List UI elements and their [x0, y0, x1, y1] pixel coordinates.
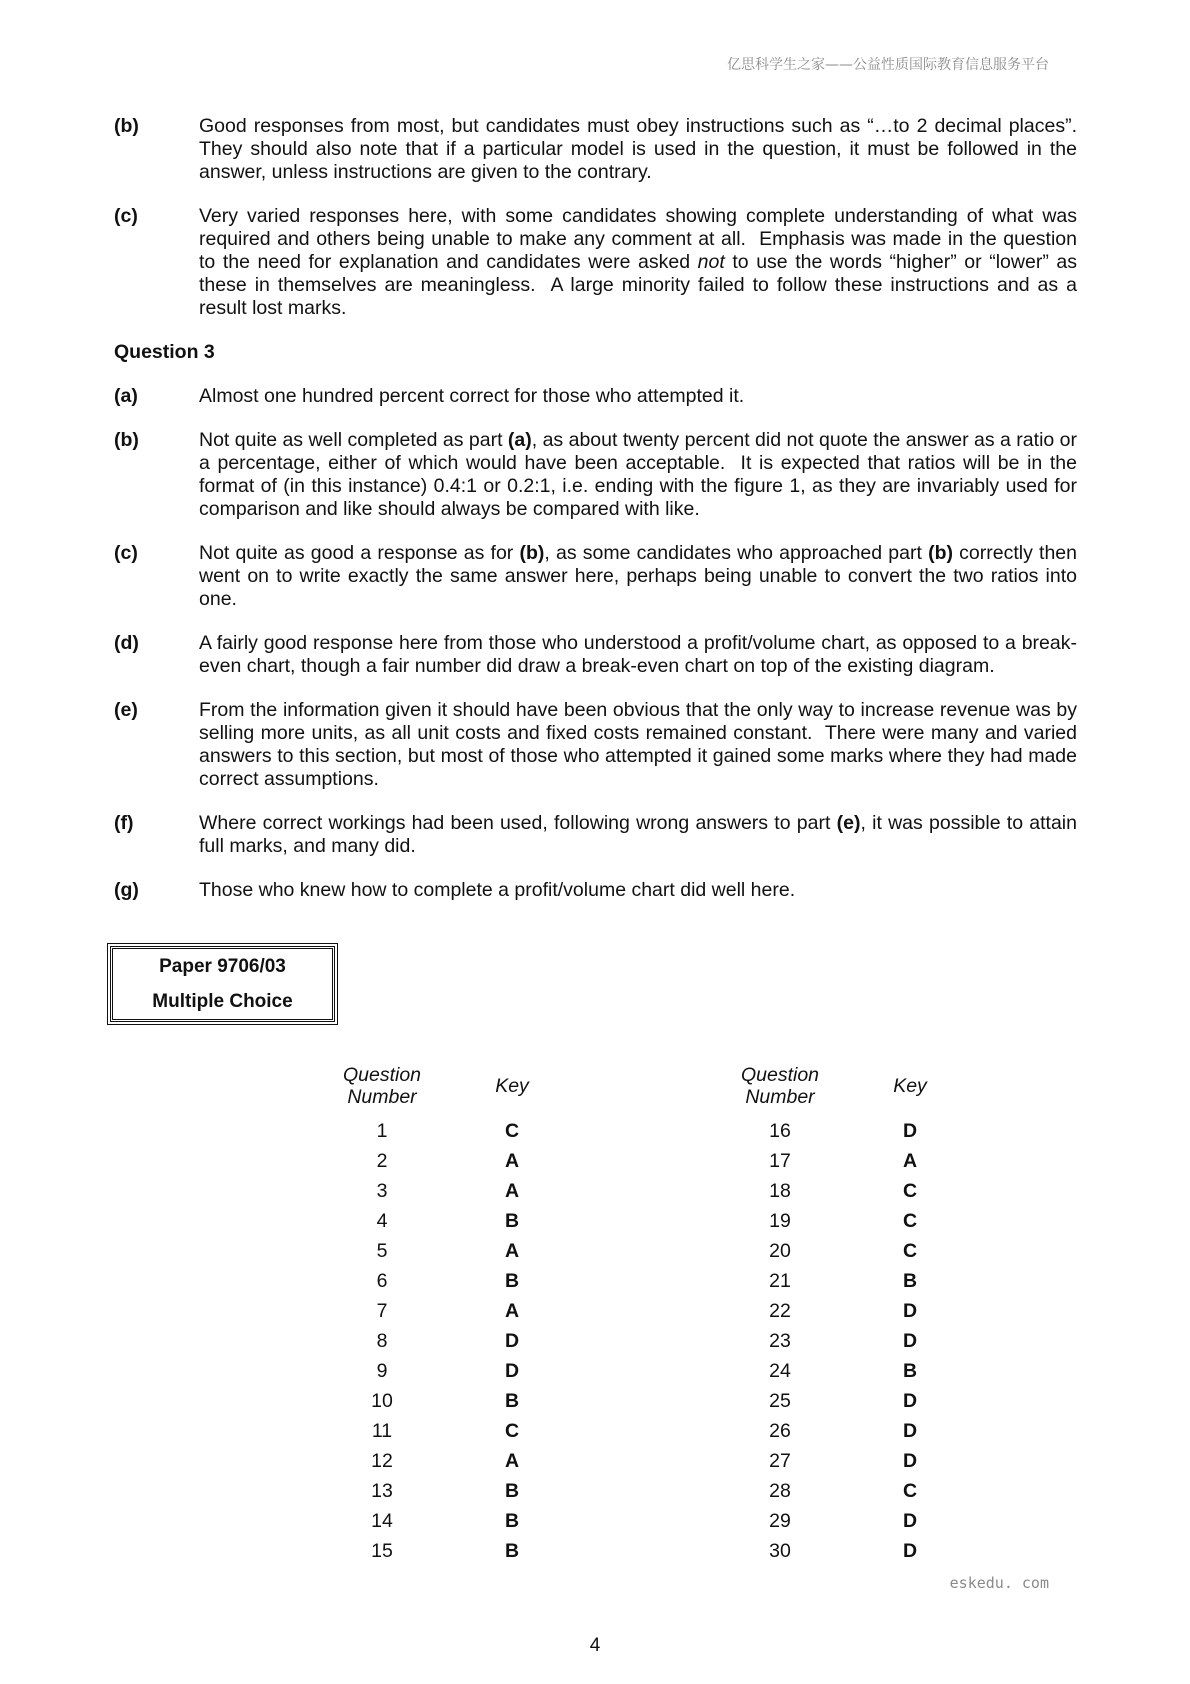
answer-key: B	[902, 1360, 918, 1382]
key-header: Key	[495, 1075, 529, 1097]
answer-key: D	[902, 1540, 918, 1562]
answer-key: A	[504, 1150, 520, 1172]
table-row	[705, 1266, 965, 1296]
table-row	[307, 1266, 567, 1296]
question-number: 14	[371, 1510, 393, 1532]
answer-key: C	[504, 1420, 520, 1442]
question-number: 19	[769, 1210, 791, 1232]
table-row	[307, 1386, 567, 1416]
part-text: Not quite as good a response as for (b), as some candidates who approached part (b) correctly then went on to write exactly the same answer here, perhaps being unable to convert the two ratios into one.	[199, 542, 1077, 610]
answer-key: B	[504, 1390, 520, 1412]
part-label: (b)	[114, 115, 139, 137]
table-row	[307, 1356, 567, 1386]
answer-key: D	[902, 1390, 918, 1412]
question-number: 2	[376, 1150, 388, 1172]
question-number: 27	[769, 1450, 791, 1472]
header-watermark: 亿思科学生之家——公益性质国际教育信息服务平台	[727, 57, 1049, 73]
question-number: 15	[371, 1540, 393, 1562]
answer-key: D	[902, 1300, 918, 1322]
question-number: 12	[371, 1450, 393, 1472]
answer-key: B	[504, 1480, 520, 1502]
table-row	[705, 1536, 965, 1566]
question-number: 29	[769, 1510, 791, 1532]
part-text: Very varied responses here, with some candidates showing complete understanding of what was required and others being unable to make any comment at all. Emphasis was made in the question to the need for explanation and candidates were asked not to use the words “higher” or “lower” as these in themselves are meaningless. A large minority failed to follow these instructions and as a result lost marks.	[199, 205, 1077, 319]
table-row	[705, 1146, 965, 1176]
footer-site: eskedu. com	[949, 1574, 1049, 1592]
question-number-header: Question Number	[342, 1064, 422, 1108]
question-number: 9	[376, 1360, 388, 1382]
question-number: 30	[769, 1540, 791, 1562]
table-row	[705, 1506, 965, 1536]
table-row	[705, 1356, 965, 1386]
answer-key: C	[902, 1240, 918, 1262]
question-number: 7	[376, 1300, 388, 1322]
question-3-part	[114, 429, 1077, 521]
question-number: 5	[376, 1240, 388, 1262]
answer-key: A	[902, 1150, 918, 1172]
table-row	[307, 1236, 567, 1266]
question-2-part	[114, 115, 1077, 184]
question-2-items	[114, 115, 1077, 320]
part-text: Good responses from most, but candidates must obey instructions such as “…to 2 decimal places”. They should also note that if a particular model is used in the question, it must be followed in the answer, unless instructions are given to the contrary.	[199, 115, 1077, 183]
answer-key-table-right	[705, 1062, 965, 1566]
answer-key: B	[902, 1270, 918, 1292]
question-number: 10	[371, 1390, 393, 1412]
table-row	[307, 1146, 567, 1176]
table-row	[307, 1476, 567, 1506]
answer-key: A	[504, 1180, 520, 1202]
question-number: 1	[376, 1120, 388, 1142]
key-header: Key	[893, 1075, 927, 1097]
table-row	[705, 1236, 965, 1266]
answer-key: A	[504, 1300, 520, 1322]
answer-key: D	[504, 1360, 520, 1382]
table-row	[705, 1176, 965, 1206]
answer-key: D	[902, 1420, 918, 1442]
table-row	[705, 1476, 965, 1506]
question-3-title: Question 3	[114, 341, 215, 363]
question-number: 13	[371, 1480, 393, 1502]
question-number: 25	[769, 1390, 791, 1412]
table-row	[307, 1416, 567, 1446]
part-label: (a)	[114, 385, 138, 407]
paper-type: Multiple Choice	[152, 991, 293, 1012]
part-label: (c)	[114, 542, 138, 564]
table-row	[307, 1506, 567, 1536]
table-row	[307, 1536, 567, 1566]
part-label: (b)	[114, 429, 139, 451]
report-body	[114, 115, 1077, 923]
question-number: 21	[769, 1270, 791, 1292]
part-label: (c)	[114, 205, 138, 227]
question-number: 28	[769, 1480, 791, 1502]
answer-key: D	[902, 1330, 918, 1352]
question-number: 16	[769, 1120, 791, 1142]
answer-key: C	[902, 1480, 918, 1502]
question-number: 18	[769, 1180, 791, 1202]
paper-code: Paper 9706/03	[159, 956, 286, 977]
answer-key: D	[902, 1120, 918, 1142]
answer-key: D	[902, 1510, 918, 1532]
answer-key: B	[504, 1510, 520, 1532]
part-text: From the information given it should have been obvious that the only way to increase revenue was by selling more units, as all unit costs and fixed costs remained constant. There were many and varied answers to this section, but most of those who attempted it gained some marks where they had made correct assumptions.	[199, 699, 1077, 790]
part-label: (g)	[114, 879, 139, 901]
question-number: 8	[376, 1330, 388, 1352]
question-2-part	[114, 205, 1077, 320]
table-row	[705, 1326, 965, 1356]
table-row	[705, 1116, 965, 1146]
question-3-part	[114, 632, 1077, 678]
question-number: 24	[769, 1360, 791, 1382]
answer-key: B	[504, 1270, 520, 1292]
part-text: Those who knew how to complete a profit/volume chart did well here.	[199, 879, 796, 901]
question-number: 17	[769, 1150, 791, 1172]
table-row	[705, 1386, 965, 1416]
answer-key: A	[504, 1240, 520, 1262]
question-3-part	[114, 542, 1077, 611]
question-number: 22	[769, 1300, 791, 1322]
question-number: 20	[769, 1240, 791, 1262]
question-number: 6	[376, 1270, 388, 1292]
table-row	[705, 1206, 965, 1236]
part-label: (d)	[114, 632, 139, 654]
answer-key: C	[902, 1210, 918, 1232]
answer-key: C	[902, 1180, 918, 1202]
part-text: Almost one hundred percent correct for those who attempted it.	[199, 385, 745, 407]
question-number: 4	[376, 1210, 388, 1232]
question-3-items	[114, 385, 1077, 902]
question-number-header: Question Number	[740, 1064, 820, 1108]
answer-key: C	[504, 1120, 520, 1142]
table-row	[705, 1296, 965, 1326]
part-text: Where correct workings had been used, following wrong answers to part (e), it was possible to attain full marks, and many did.	[199, 812, 1077, 857]
question-3-part	[114, 812, 1077, 858]
table-row	[307, 1326, 567, 1356]
part-text: Not quite as well completed as part (a), as about twenty percent did not quote the answer as a ratio or a percentage, either of which would have been acceptable. It is expected that ratios will be in the format of (in this instance) 0.4:1 or 0.2:1, i.e. ending with the figure 1, as they are invariably used for comparison and like should always be compared with like.	[199, 429, 1077, 520]
question-3-part	[114, 879, 1077, 902]
part-label: (f)	[114, 812, 134, 834]
table-row	[307, 1176, 567, 1206]
part-label: (e)	[114, 699, 138, 721]
table-row	[705, 1446, 965, 1476]
paper-title-box	[110, 946, 335, 1022]
table-row	[307, 1206, 567, 1236]
answer-key: D	[504, 1330, 520, 1352]
answer-key: B	[504, 1540, 520, 1562]
answer-key: A	[504, 1450, 520, 1472]
question-number: 3	[376, 1180, 388, 1202]
question-number: 11	[371, 1420, 393, 1442]
answer-key: D	[902, 1450, 918, 1472]
table-row	[705, 1416, 965, 1446]
table-row	[307, 1296, 567, 1326]
table-row	[307, 1446, 567, 1476]
answer-key: B	[504, 1210, 520, 1232]
question-3-part	[114, 699, 1077, 791]
page-number: 4	[589, 1635, 601, 1656]
table-row	[307, 1116, 567, 1146]
question-number: 26	[769, 1420, 791, 1442]
question-3-part	[114, 385, 1077, 408]
question-number: 23	[769, 1330, 791, 1352]
answer-key-table-left	[307, 1062, 567, 1566]
part-text: A fairly good response here from those who understood a profit/volume chart, as opposed to a break-even chart, though a fair number did draw a break-even chart on top of the existing diagram.	[199, 632, 1077, 677]
